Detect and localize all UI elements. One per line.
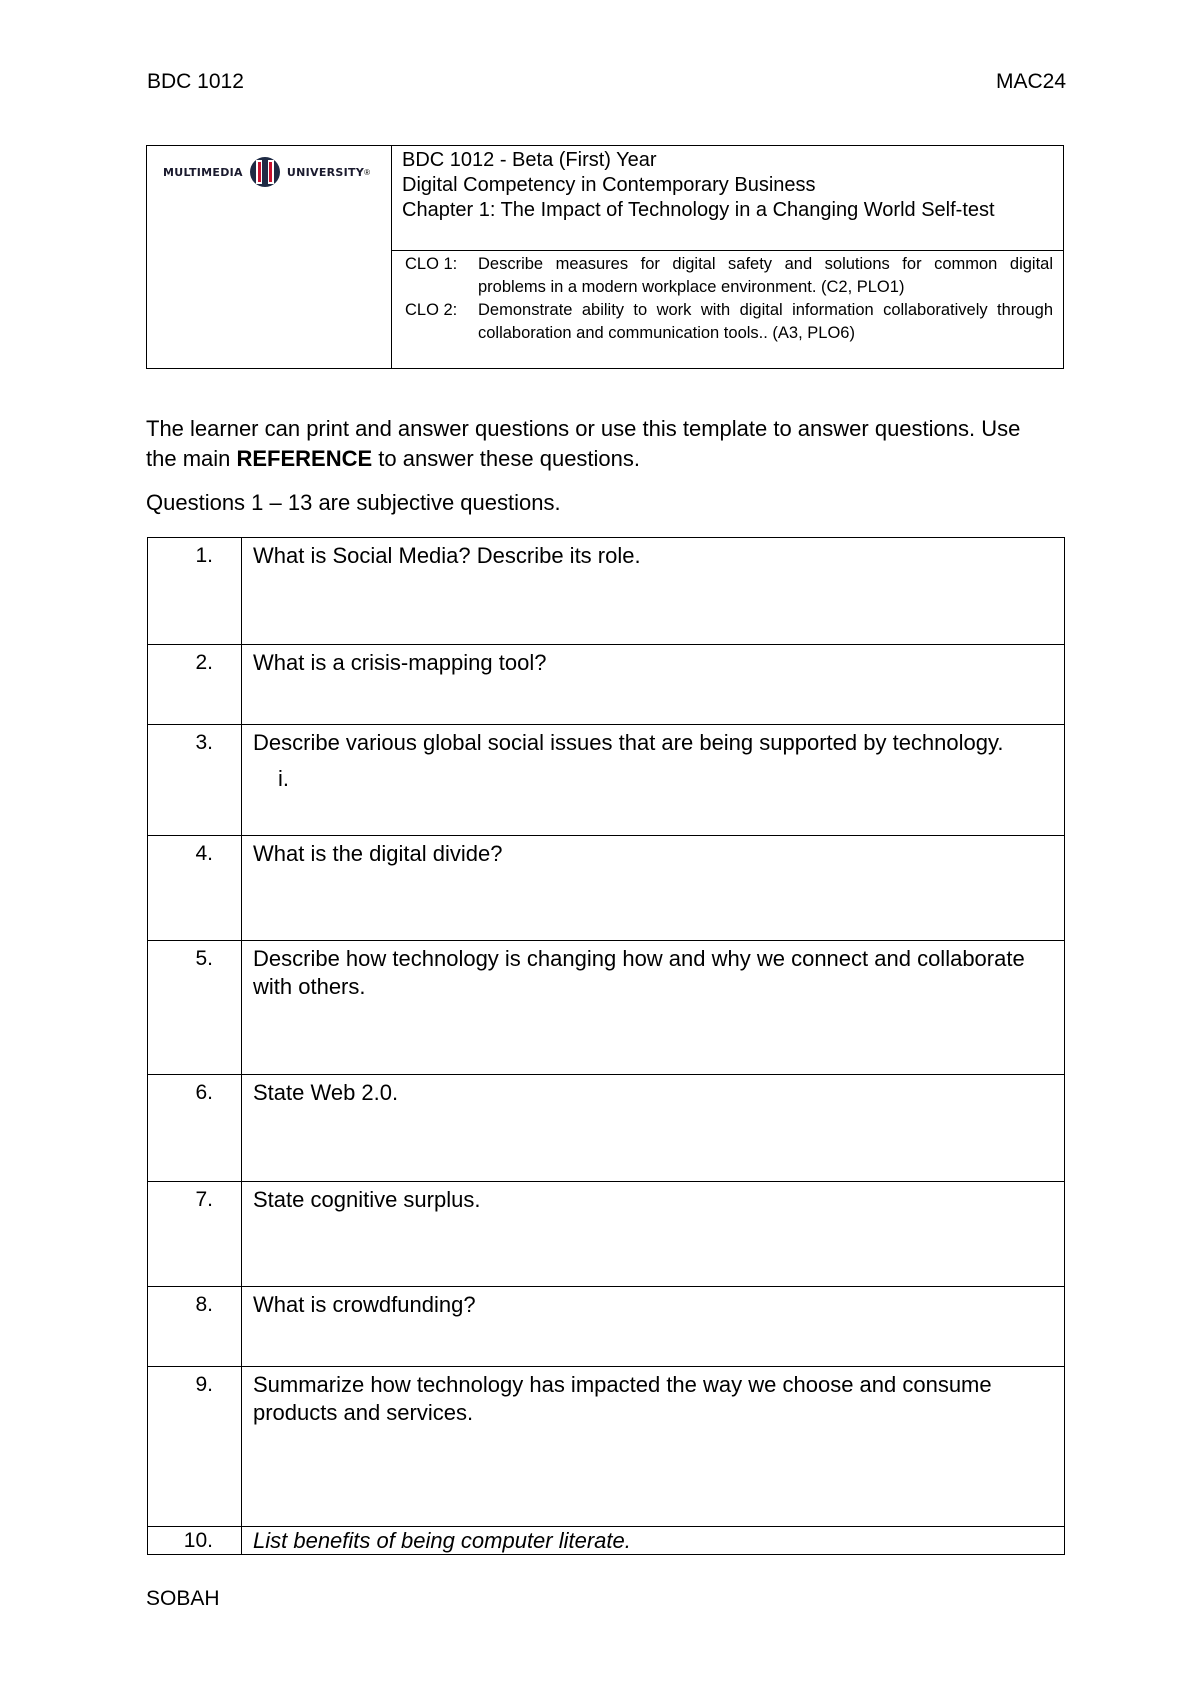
intro-paragraph (146, 414, 1046, 474)
question-row (148, 941, 1064, 1075)
question-text[interactable] (242, 1527, 1064, 1554)
question-number: 6. (148, 1075, 242, 1181)
question-number: 1. (148, 538, 242, 644)
question-prompt: List benefits of being computer literate. (253, 1528, 631, 1553)
question-prompt: Summarize how technology has impacted the way we choose and consume products and services. (253, 1372, 992, 1425)
question-row (148, 1527, 1064, 1555)
question-text[interactable] (242, 1075, 1064, 1181)
course-info-table (146, 145, 1064, 369)
question-number: 4. (148, 836, 242, 940)
clo-label: CLO 2: (405, 301, 458, 319)
header-term-code: MAC24 (995, 70, 1066, 93)
question-prompt: Describe various global social issues that are being supported by technology. (253, 730, 1004, 755)
clo-text: Describe measures for digital safety and solutions for common digital problems in a modern workplace environment. (C2, PLO1) (478, 255, 1053, 296)
question-row (148, 1182, 1064, 1287)
question-text[interactable] (242, 1182, 1064, 1286)
clo-row (405, 253, 1053, 299)
question-prompt: What is a crisis-mapping tool? (253, 650, 547, 675)
logo-cell (147, 146, 392, 368)
course-title-cell (392, 146, 1063, 251)
question-number: 10. (148, 1527, 242, 1554)
question-number: 5. (148, 941, 242, 1074)
footer-author: SOBAH (146, 1587, 220, 1610)
question-row (148, 1287, 1064, 1367)
university-logo (163, 152, 383, 192)
question-row (148, 538, 1064, 645)
question-prompt: State cognitive surplus. (253, 1187, 481, 1212)
logo-word-left: MULTIMEDIA (163, 165, 243, 179)
questions-table (147, 537, 1065, 1555)
question-text[interactable] (242, 941, 1064, 1074)
question-number: 7. (148, 1182, 242, 1286)
question-text[interactable] (242, 1367, 1064, 1526)
question-row (148, 1075, 1064, 1182)
question-text[interactable] (242, 645, 1064, 724)
intro-text-1: The learner can print and answer questions or use this template to answer questions. Use the main (146, 416, 1021, 471)
question-row (148, 1367, 1064, 1527)
logo-registered-mark: ® (364, 167, 370, 177)
header-course-code: BDC 1012 (147, 70, 244, 93)
question-prompt: Describe how technology is changing how and why we connect and collaborate with others. (253, 946, 1025, 999)
intro-reference-bold: REFERENCE (236, 446, 373, 471)
question-prompt: What is Social Media? Describe its role. (253, 543, 641, 568)
question-row (148, 645, 1064, 725)
question-row (148, 836, 1064, 941)
question-prompt: State Web 2.0. (253, 1080, 399, 1105)
university-emblem-icon (245, 154, 285, 190)
course-line-3: Chapter 1: The Impact of Technology in a Changing World Self-test (402, 199, 995, 221)
sub-item-marker: i. (278, 766, 289, 791)
clo-label: CLO 1: (405, 255, 458, 273)
question-text[interactable] (242, 538, 1064, 644)
question-prompt: What is the digital divide? (253, 841, 503, 866)
clo-cell (392, 251, 1063, 368)
question-number: 9. (148, 1367, 242, 1526)
course-line-2: Digital Competency in Contemporary Business (402, 174, 816, 196)
question-text[interactable] (242, 725, 1064, 835)
questions-note: Questions 1 – 13 are subjective questions. (146, 490, 561, 515)
logo-word-right: UNIVERSITY (286, 165, 365, 179)
question-prompt: What is crowdfunding? (253, 1292, 476, 1317)
question-row (148, 725, 1064, 836)
clo-row (405, 299, 1053, 345)
question-text[interactable] (242, 1287, 1064, 1366)
question-number: 8. (148, 1287, 242, 1366)
question-number: 2. (148, 645, 242, 724)
clo-text: Demonstrate ability to work with digital information collaboratively through collaboration and communication tools.. (A3, PLO6) (478, 301, 1053, 342)
course-line-1: BDC 1012 - Beta (First) Year (402, 149, 657, 171)
question-text[interactable] (242, 836, 1064, 940)
intro-text-2: to answer these questions. (372, 446, 641, 471)
question-number: 3. (148, 725, 242, 835)
